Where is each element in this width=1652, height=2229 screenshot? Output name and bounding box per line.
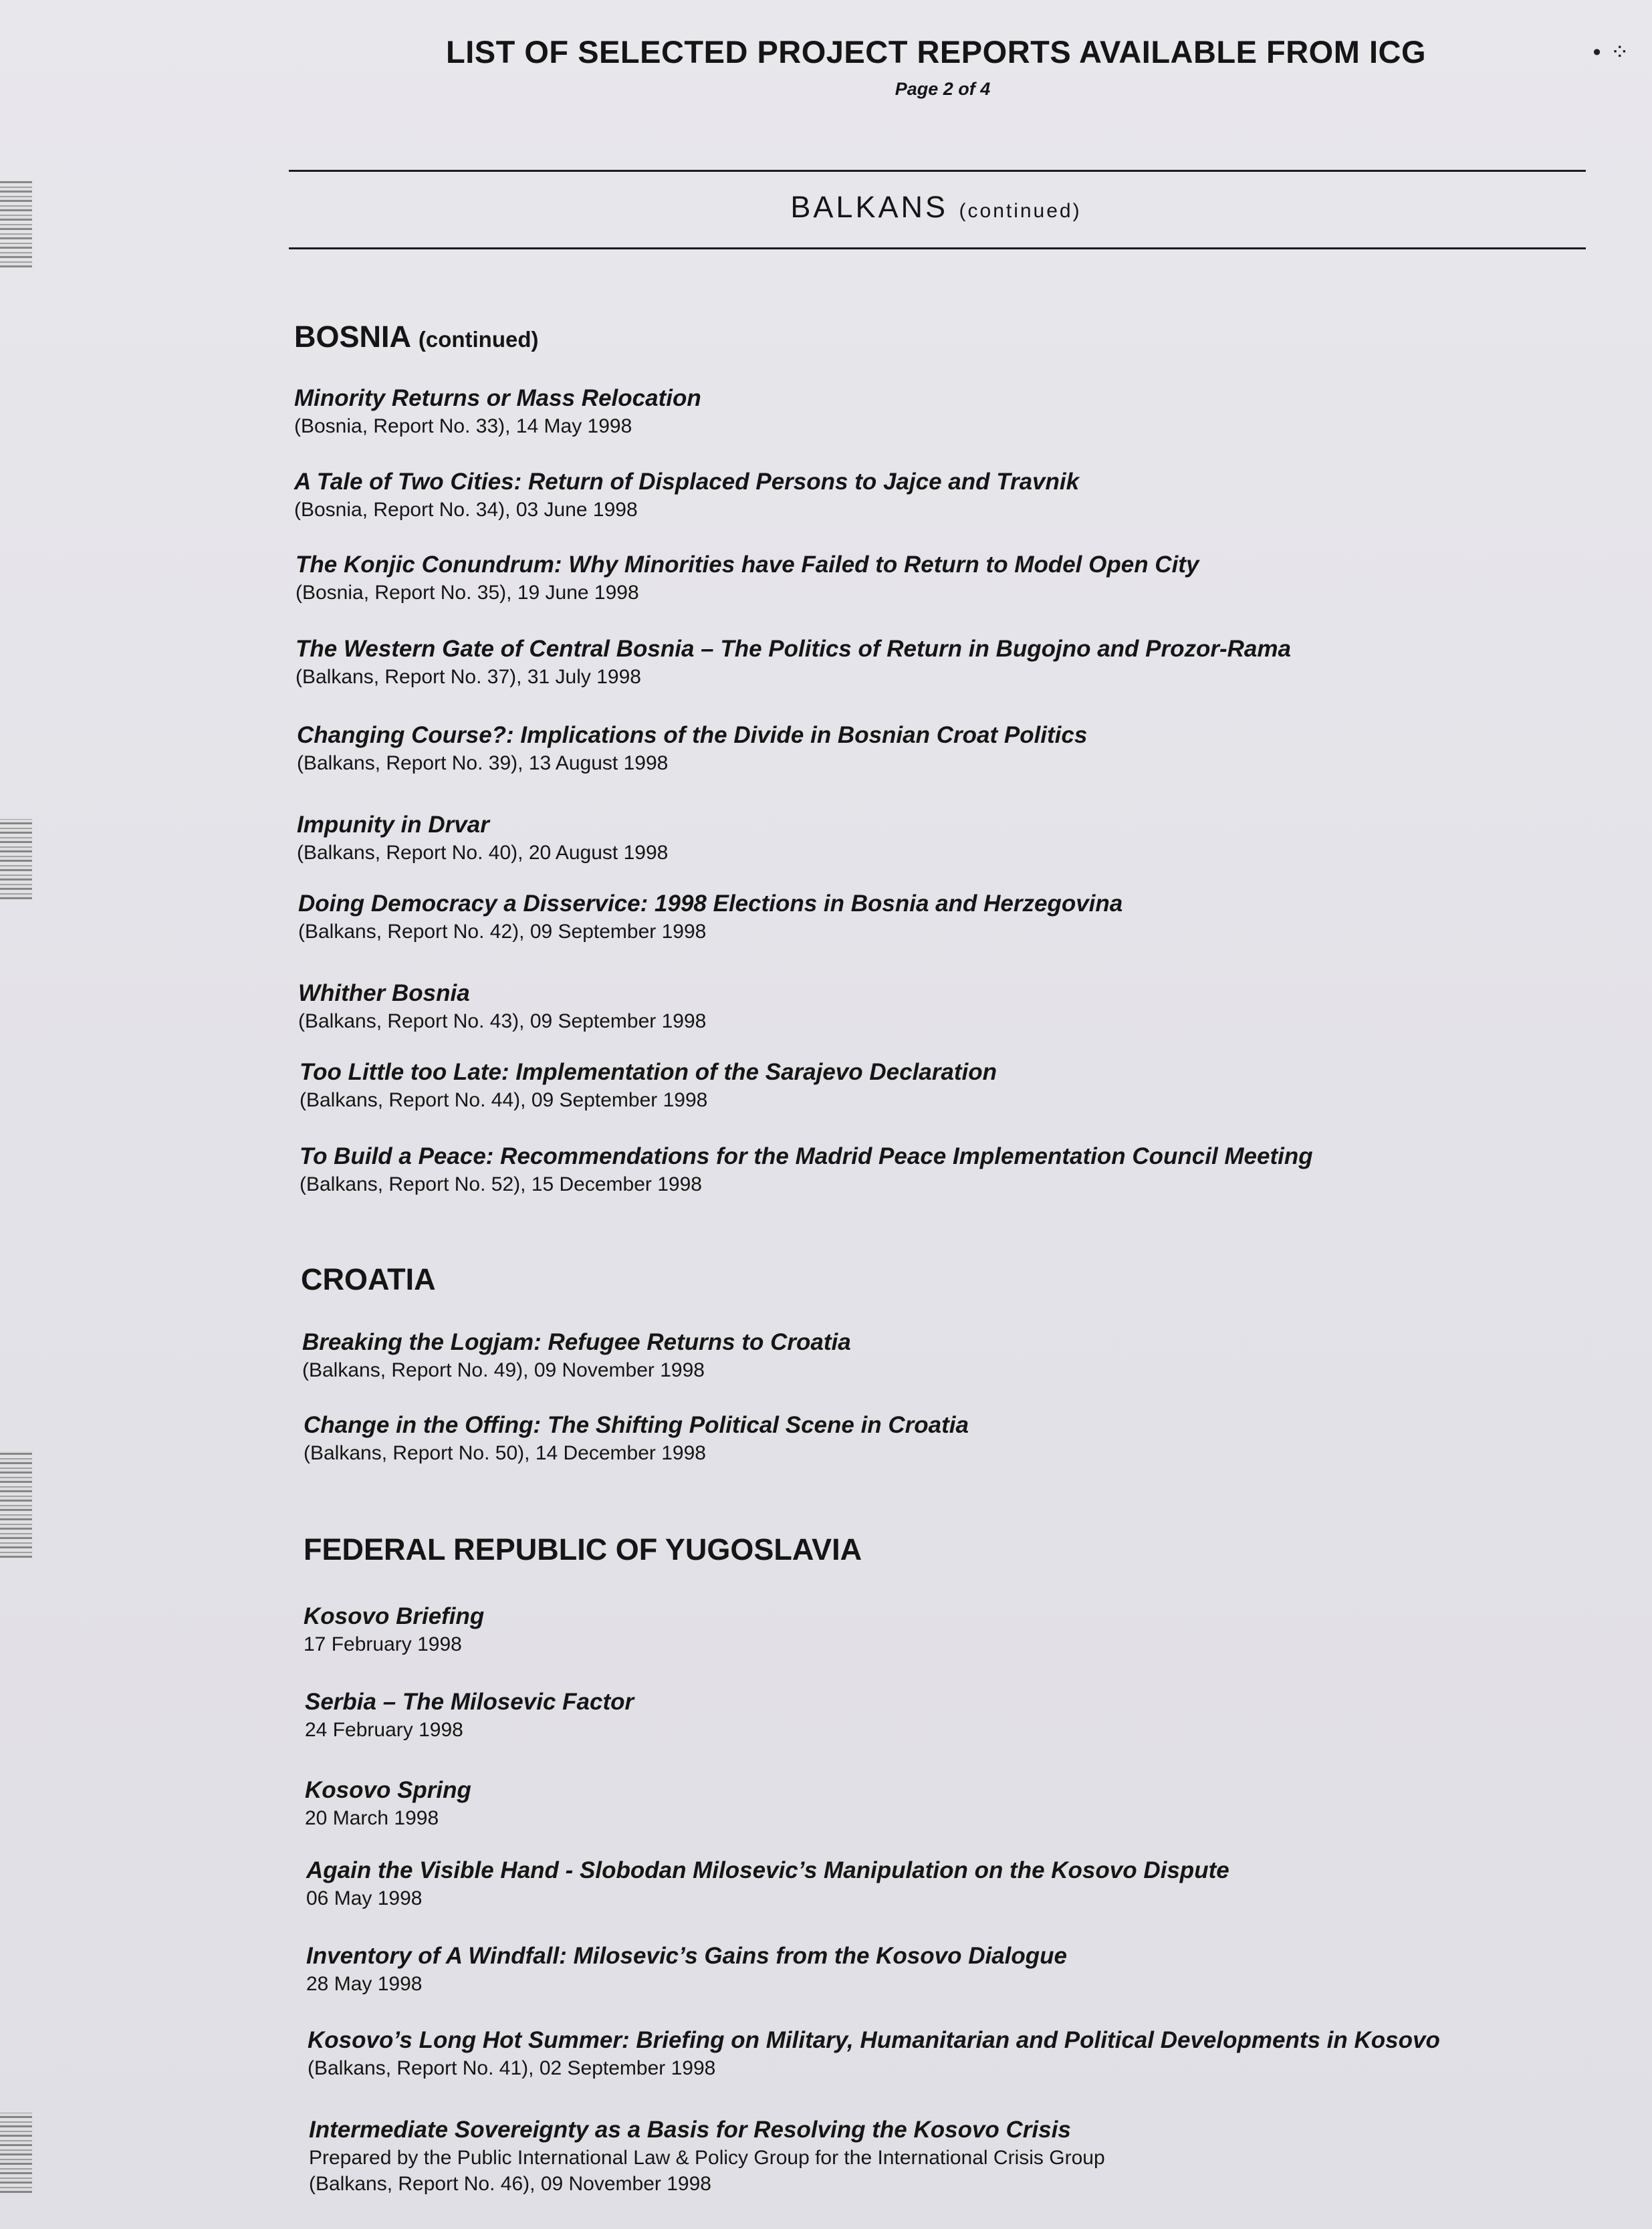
scan-corner-mark: •⁘ — [1592, 39, 1639, 65]
report-entry — [302, 1328, 851, 1383]
report-entry — [297, 810, 668, 866]
report-details: (Balkans, Report No. 44), 09 September 1998 — [300, 1089, 708, 1111]
report-title: Changing Course?: Implications of the Divide in Bosnian Croat Politics — [297, 722, 1088, 748]
report-entry — [294, 384, 701, 439]
report-title: Impunity in Drvar — [297, 812, 489, 838]
report-details: (Bosnia, Report No. 33), 14 May 1998 — [294, 415, 632, 437]
report-entry — [298, 979, 706, 1034]
report-entry — [305, 1687, 634, 1743]
report-details: (Balkans, Report No. 43), 09 September 1998 — [298, 1010, 707, 1032]
divider-top — [289, 170, 1586, 172]
report-title: Kosovo Briefing — [304, 1603, 485, 1629]
report-entry — [297, 721, 1087, 776]
report-entry — [304, 1411, 969, 1466]
report-entry — [308, 2026, 1440, 2081]
report-entry — [296, 634, 1291, 690]
report-details: 24 February 1998 — [305, 1719, 463, 1741]
report-entry — [305, 1776, 471, 1831]
report-title: Whither Bosnia — [298, 980, 470, 1006]
report-title: To Build a Peace: Recommendations for the Madrid Peace Implementation Council Meeting — [300, 1143, 1313, 1169]
section-heading-text: BOSNIA — [294, 320, 410, 354]
report-title: Doing Democracy a Disservice: 1998 Elections in Bosnia and Herzegovina — [298, 891, 1123, 917]
report-details: 20 March 1998 — [305, 1807, 439, 1829]
page-number: Page 2 of 4 — [895, 79, 991, 99]
report-title: Intermediate Sovereignty as a Basis for Resolving the Kosovo Crisis — [309, 2117, 1071, 2143]
report-details: (Balkans, Report No. 39), 13 August 1998 — [297, 752, 669, 774]
report-title: Serbia – The Milosevic Factor — [305, 1689, 634, 1715]
report-details: 17 February 1998 — [304, 1633, 462, 1655]
report-details: (Balkans, Report No. 42), 09 September 1998 — [298, 921, 707, 943]
report-details: 06 May 1998 — [306, 1887, 423, 1909]
report-title: Kosovo Spring — [305, 1777, 471, 1803]
report-entry — [300, 1142, 1313, 1197]
report-title: Breaking the Logjam: Refugee Returns to Croatia — [302, 1329, 851, 1355]
report-details: Prepared by the Public International Law & Policy Group for the International Crisis Group — [309, 2147, 1105, 2169]
report-details: 28 May 1998 — [306, 1973, 423, 1995]
report-entry — [306, 1942, 1067, 1997]
report-details: (Bosnia, Report No. 34), 03 June 1998 — [294, 499, 638, 521]
report-details: (Balkans, Report No. 52), 15 December 1998 — [300, 1173, 702, 1195]
report-entry — [298, 889, 1123, 945]
report-details: (Bosnia, Report No. 35), 19 June 1998 — [296, 582, 639, 604]
report-title: Too Little too Late: Implementation of the Sarajevo Declaration — [300, 1059, 997, 1085]
region-heading — [0, 190, 1652, 225]
region-name: BALKANS — [790, 190, 948, 224]
report-title: The Konjic Conundrum: Why Minorities have Failed to Return to Model Open City — [296, 552, 1199, 578]
report-details: (Balkans, Report No. 46), 09 November 1998 — [309, 2173, 711, 2195]
region-continued: (continued) — [959, 200, 1082, 222]
report-details: (Balkans, Report No. 50), 14 December 1998 — [304, 1442, 706, 1464]
section-heading-text: FEDERAL REPUBLIC OF YUGOSLAVIA — [304, 1532, 862, 1566]
report-title: Kosovo’s Long Hot Summer: Briefing on Military, Humanitarian and Political Developments in Kosovo — [308, 2027, 1440, 2053]
scan-edge-artifact — [0, 1451, 32, 1558]
section-heading-yugoslavia — [304, 1532, 862, 1567]
report-entry — [306, 1856, 1229, 1911]
report-entry — [304, 1602, 484, 1657]
section-heading-text: CROATIA — [301, 1262, 436, 1296]
report-title: The Western Gate of Central Bosnia – The Politics of Return in Bugojno and Prozor-Rama — [296, 636, 1291, 662]
document-title: LIST OF SELECTED PROJECT REPORTS AVAILABLE FROM ICG — [445, 34, 1427, 70]
report-entry — [300, 1058, 997, 1113]
report-title: Inventory of A Windfall: Milosevic’s Gains from the Kosovo Dialogue — [306, 1943, 1067, 1969]
report-entry — [309, 2115, 1105, 2197]
section-heading-bosnia — [294, 320, 539, 354]
report-title: Minority Returns or Mass Relocation — [294, 385, 701, 411]
report-entry — [296, 550, 1199, 606]
section-heading-suffix: (continued) — [418, 327, 539, 352]
divider-bottom — [289, 247, 1586, 249]
report-details: (Balkans, Report No. 49), 09 November 1998 — [302, 1359, 705, 1381]
report-details: (Balkans, Report No. 41), 02 September 1998 — [308, 2057, 716, 2079]
report-details: (Balkans, Report No. 37), 31 July 1998 — [296, 666, 641, 688]
scan-edge-artifact — [0, 819, 32, 899]
scan-edge-artifact — [0, 2113, 32, 2193]
report-details: (Balkans, Report No. 40), 20 August 1998 — [297, 842, 669, 864]
report-title: A Tale of Two Cities: Return of Displaced Persons to Jajce and Travnik — [294, 469, 1080, 495]
report-title: Again the Visible Hand - Slobodan Milosevic’s Manipulation on the Kosovo Dispute — [306, 1857, 1229, 1883]
section-heading-croatia — [301, 1262, 436, 1297]
report-entry — [294, 467, 1079, 523]
report-title: Change in the Offing: The Shifting Political Scene in Croatia — [304, 1412, 969, 1438]
